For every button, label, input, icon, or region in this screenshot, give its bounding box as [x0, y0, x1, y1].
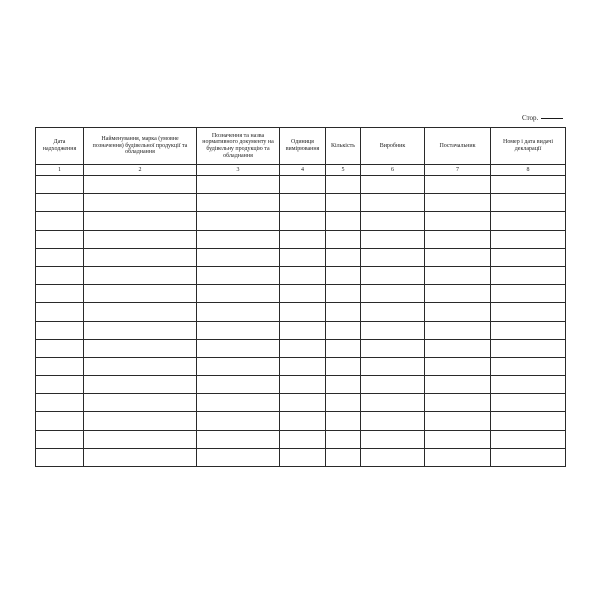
table-cell[interactable] — [280, 412, 326, 430]
table-cell[interactable] — [425, 430, 491, 448]
table-cell[interactable] — [197, 303, 280, 321]
table-cell[interactable] — [425, 230, 491, 248]
table-cell[interactable] — [197, 194, 280, 212]
table-cell[interactable] — [197, 339, 280, 357]
table-row — [36, 430, 566, 448]
table-row — [36, 357, 566, 375]
table-cell[interactable] — [425, 176, 491, 194]
table-cell[interactable] — [326, 176, 361, 194]
table-cell[interactable] — [36, 430, 84, 448]
table-cell[interactable] — [425, 212, 491, 230]
table-cell[interactable] — [361, 321, 425, 339]
table-cell[interactable] — [197, 230, 280, 248]
table-cell[interactable] — [280, 248, 326, 266]
table-row — [36, 339, 566, 357]
table-cell[interactable] — [491, 394, 566, 412]
table-cell[interactable] — [491, 339, 566, 357]
column-number: 7 — [425, 165, 491, 176]
table-cell[interactable] — [491, 212, 566, 230]
table-cell[interactable] — [280, 357, 326, 375]
column-number: 8 — [491, 165, 566, 176]
table-cell[interactable] — [84, 285, 197, 303]
table-row — [36, 321, 566, 339]
table-cell[interactable] — [361, 230, 425, 248]
table-cell[interactable] — [84, 448, 197, 466]
table-cell[interactable] — [280, 339, 326, 357]
table-cell[interactable] — [326, 412, 361, 430]
table-cell[interactable] — [197, 212, 280, 230]
table-row — [36, 248, 566, 266]
table-row — [36, 266, 566, 284]
table-cell[interactable] — [326, 376, 361, 394]
header-cell-normative-doc: Позначення та назва нормативного документу на будівельну продукцію та обладнання — [197, 128, 280, 165]
table-row — [36, 212, 566, 230]
table-cell[interactable] — [361, 376, 425, 394]
column-number: 4 — [280, 165, 326, 176]
table-cell[interactable] — [197, 321, 280, 339]
table-cell[interactable] — [326, 194, 361, 212]
table-cell[interactable] — [425, 194, 491, 212]
table-cell[interactable] — [197, 248, 280, 266]
table-cell[interactable] — [425, 266, 491, 284]
table-body — [36, 176, 566, 467]
table-cell[interactable] — [84, 412, 197, 430]
column-number-row — [36, 165, 566, 176]
table-cell[interactable] — [326, 212, 361, 230]
table-cell[interactable] — [197, 430, 280, 448]
table-cell[interactable] — [36, 266, 84, 284]
table-cell[interactable] — [425, 394, 491, 412]
table-cell[interactable] — [84, 303, 197, 321]
table-row — [36, 303, 566, 321]
table-cell[interactable] — [425, 285, 491, 303]
table-cell[interactable] — [326, 321, 361, 339]
table-cell[interactable] — [280, 321, 326, 339]
header-cell-quantity: Кількість — [326, 128, 361, 165]
table-row — [36, 376, 566, 394]
table-row — [36, 448, 566, 466]
table-cell[interactable] — [491, 321, 566, 339]
header-row — [36, 128, 566, 165]
header-cell-manufacturer: Виробник — [361, 128, 425, 165]
table-cell[interactable] — [425, 448, 491, 466]
table-cell[interactable] — [36, 285, 84, 303]
table-cell[interactable] — [36, 339, 84, 357]
table-cell[interactable] — [361, 394, 425, 412]
table-cell[interactable] — [197, 376, 280, 394]
column-number: 2 — [84, 165, 197, 176]
column-number: 5 — [326, 165, 361, 176]
table-cell[interactable] — [326, 303, 361, 321]
table-cell[interactable] — [326, 394, 361, 412]
column-number: 6 — [361, 165, 425, 176]
table-cell[interactable] — [326, 357, 361, 375]
page-number-field — [522, 114, 563, 122]
table-cell[interactable] — [280, 266, 326, 284]
table-cell[interactable] — [84, 194, 197, 212]
table-cell[interactable] — [326, 339, 361, 357]
table-cell[interactable] — [361, 339, 425, 357]
table-cell[interactable] — [84, 176, 197, 194]
table-cell[interactable] — [425, 248, 491, 266]
table-cell[interactable] — [280, 303, 326, 321]
receipt-log-table — [35, 127, 566, 467]
table-cell[interactable] — [361, 430, 425, 448]
table-cell[interactable] — [491, 357, 566, 375]
header-cell-declaration: Номер і дата видачі декларації — [491, 128, 566, 165]
table-cell[interactable] — [36, 394, 84, 412]
table-cell[interactable] — [425, 357, 491, 375]
table-cell[interactable] — [491, 266, 566, 284]
table-row — [36, 394, 566, 412]
table-row — [36, 285, 566, 303]
table-cell[interactable] — [491, 176, 566, 194]
table-cell[interactable] — [425, 412, 491, 430]
table-cell[interactable] — [425, 376, 491, 394]
table-cell[interactable] — [197, 266, 280, 284]
table-cell[interactable] — [36, 448, 84, 466]
table-cell[interactable] — [197, 176, 280, 194]
table-cell[interactable] — [326, 430, 361, 448]
table-row — [36, 412, 566, 430]
table-cell[interactable] — [326, 285, 361, 303]
table-cell[interactable] — [197, 285, 280, 303]
table-cell[interactable] — [280, 285, 326, 303]
table-cell[interactable] — [361, 285, 425, 303]
header-cell-unit: Одиниця вимірювання — [280, 128, 326, 165]
table-cell[interactable] — [491, 248, 566, 266]
table-cell[interactable] — [84, 430, 197, 448]
table-cell[interactable] — [36, 357, 84, 375]
table-cell[interactable] — [84, 248, 197, 266]
table-cell[interactable] — [84, 212, 197, 230]
table-cell[interactable] — [361, 212, 425, 230]
table-cell[interactable] — [326, 448, 361, 466]
table-cell[interactable] — [280, 230, 326, 248]
table-cell[interactable] — [361, 303, 425, 321]
table-cell[interactable] — [425, 303, 491, 321]
table-cell[interactable] — [84, 339, 197, 357]
table-cell[interactable] — [197, 412, 280, 430]
table-cell[interactable] — [280, 194, 326, 212]
table-cell[interactable] — [280, 212, 326, 230]
table-cell[interactable] — [361, 266, 425, 284]
page-number-label: Стор. — [522, 114, 539, 122]
table-cell[interactable] — [326, 248, 361, 266]
column-number: 1 — [36, 165, 84, 176]
table-cell[interactable] — [36, 321, 84, 339]
table-cell[interactable] — [491, 376, 566, 394]
table-cell[interactable] — [491, 430, 566, 448]
table-cell[interactable] — [36, 303, 84, 321]
table-cell[interactable] — [361, 194, 425, 212]
table-cell[interactable] — [36, 212, 84, 230]
table-cell[interactable] — [425, 339, 491, 357]
table-cell[interactable] — [425, 321, 491, 339]
table-cell[interactable] — [361, 357, 425, 375]
table-cell[interactable] — [36, 230, 84, 248]
table-cell[interactable] — [84, 230, 197, 248]
table-cell[interactable] — [36, 248, 84, 266]
table-cell[interactable] — [361, 176, 425, 194]
table-cell[interactable] — [326, 230, 361, 248]
table-cell[interactable] — [361, 248, 425, 266]
table-cell[interactable] — [280, 376, 326, 394]
table-cell[interactable] — [197, 448, 280, 466]
table-cell[interactable] — [36, 412, 84, 430]
header-cell-product-name: Найменування, марка (умовне позначення) будівельної продукції та обладнання — [84, 128, 197, 165]
table-cell[interactable] — [84, 357, 197, 375]
table-cell[interactable] — [197, 394, 280, 412]
table-cell[interactable] — [84, 394, 197, 412]
table-cell[interactable] — [36, 376, 84, 394]
table-cell[interactable] — [197, 357, 280, 375]
table-cell[interactable] — [491, 448, 566, 466]
table-cell[interactable] — [280, 176, 326, 194]
table-cell[interactable] — [361, 448, 425, 466]
table-cell[interactable] — [326, 266, 361, 284]
table-cell[interactable] — [84, 321, 197, 339]
table-cell[interactable] — [491, 230, 566, 248]
table-cell[interactable] — [36, 176, 84, 194]
column-number: 3 — [197, 165, 280, 176]
table-cell[interactable] — [491, 194, 566, 212]
table-row — [36, 176, 566, 194]
page-number-blank[interactable] — [541, 118, 563, 119]
table-cell[interactable] — [36, 194, 84, 212]
table-row — [36, 230, 566, 248]
table-cell[interactable] — [491, 412, 566, 430]
table-cell[interactable] — [491, 303, 566, 321]
table-cell[interactable] — [84, 266, 197, 284]
table-cell[interactable] — [491, 285, 566, 303]
table-cell[interactable] — [361, 412, 425, 430]
table-cell[interactable] — [280, 394, 326, 412]
table-row — [36, 194, 566, 212]
header-cell-supplier: Постачальник — [425, 128, 491, 165]
header-cell-date: Дата надходження — [36, 128, 84, 165]
table-cell[interactable] — [280, 448, 326, 466]
table-cell[interactable] — [84, 376, 197, 394]
table-cell[interactable] — [280, 430, 326, 448]
